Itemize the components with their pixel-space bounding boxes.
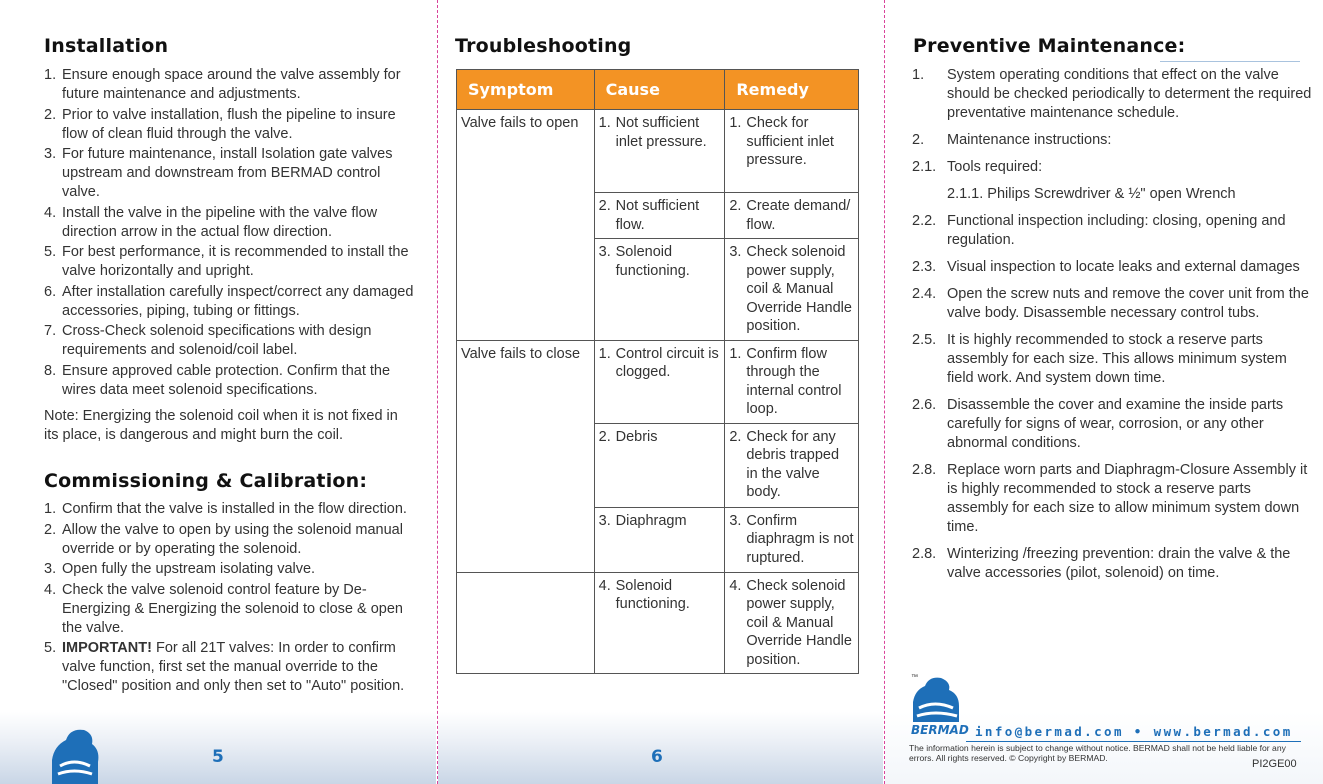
remedy-cell: 2. Create demand/ flow. [725, 193, 859, 239]
list-item: 2.8. Winterizing /freezing prevention: drain the valve & the valve accessories (pilot, solenoid) on time. [912, 546, 1291, 581]
list-item: 4. Check the valve solenoid control feature by De-Energizing & Energizing the solenoid to close & open the valve. [44, 581, 403, 636]
cause-cell: 3. Solenoid functioning. [594, 239, 725, 341]
list-item: 8. Ensure approved cable protection. Confirm that the wires data meet solenoid specifications. [44, 362, 391, 398]
list-item: 2. Maintenance instructions: [912, 132, 1112, 148]
maintenance-title-underline [1160, 61, 1300, 62]
commissioning-title: Commissioning & Calibration: [44, 470, 368, 492]
header-symptom: Symptom [457, 70, 595, 110]
page-divider-right [884, 0, 885, 784]
list-item: 1. System operating conditions that effect on the valve should be checked periodically to determent the required preventative maintenance schedule. [912, 67, 1312, 121]
header-cause: Cause [594, 70, 725, 110]
list-item: 2.3. Visual inspection to locate leaks and external damages [912, 259, 1300, 275]
cause-cell: 1. Control circuit is clogged. [594, 340, 725, 423]
cause-cell: 1. Not sufficient inlet pressure. [594, 110, 725, 193]
brand-name: BERMAD [911, 723, 969, 737]
symptom-cell: Valve fails to close [457, 340, 595, 572]
remedy-cell: 4. Check solenoid power supply, coil & Manual Override Handle position. [725, 572, 859, 674]
list-item: 4. Install the valve in the pipeline with the valve flow direction arrow in the actual flow direction. [44, 204, 378, 240]
contact-underline [966, 741, 1301, 742]
remedy-cell: 3. Check solenoid power supply, coil & Manual Override Handle position. [725, 239, 859, 341]
list-item: 2. Allow the valve to open by using the solenoid manual override or by operating the solenoid. [44, 521, 403, 557]
commissioning-list [44, 500, 422, 698]
installation-title: Installation [44, 35, 169, 57]
list-item: 2.2. Functional inspection including: closing, opening and regulation. [912, 213, 1286, 248]
list-item: 2.1. Tools required: [912, 159, 1043, 175]
list-item: 5. For best performance, it is recommended to install the valve horizontally and upright. [44, 244, 409, 279]
table-header-row [457, 70, 859, 110]
symptom-cell [457, 572, 595, 674]
disclaimer-text: The information herein is subject to change without notice. BERMAD shall not be held liable for any errors. All rights reserved. © Copyright by BERMAD. [909, 743, 1286, 763]
bermad-logo-icon [911, 676, 963, 722]
list-item: 2.5. It is highly recommended to stock a reserve parts assembly for each size. This allows minimum system field work. And system down time. [912, 332, 1287, 386]
cause-cell: 2. Debris [594, 423, 725, 507]
troubleshooting-title: Troubleshooting [455, 35, 632, 57]
cause-cell: 3. Diaphragm [594, 507, 725, 572]
cause-cell: 2. Not sufficient flow. [594, 193, 725, 239]
list-item: 2.8. Replace worn parts and Diaphragm-Closure Assembly it is highly recommended to stock a reserve parts assembly for each size to allow minimum system down time. [912, 462, 1308, 535]
bermad-logo-icon [46, 726, 102, 784]
page-number-left: 5 [212, 747, 224, 767]
remedy-cell: 1. Confirm flow through the internal control loop. [725, 340, 859, 423]
document-code: PI2GE00 [1252, 758, 1297, 770]
list-item: 3. For future maintenance, install Isolation gate valves upstream and downstream from BERMAD control valve. [44, 146, 393, 200]
important-label: IMPORTANT! [62, 640, 152, 656]
installation-note: Note: Energizing the solenoid coil when it is not fixed in its place, is dangerous and might burn the coil. [44, 408, 398, 443]
table-row [457, 110, 859, 193]
list-item: 2.1.1. Philips Screwdriver & ½" open Wrench [947, 186, 1236, 202]
page-number-middle: 6 [651, 747, 663, 767]
troubleshooting-table [456, 69, 859, 674]
trademark-symbol: ™ [911, 674, 918, 681]
cause-cell: 4. Solenoid functioning. [594, 572, 725, 674]
list-item: 6. After installation carefully inspect/correct any damaged accessories, piping, tubing or fittings. [44, 283, 414, 319]
remedy-cell: 3. Confirm diaphragm is not ruptured. [725, 507, 859, 572]
list-item: 7. Cross-Check solenoid specifications with design requirements and solenoid/coil label. [44, 323, 372, 358]
list-item: 1. Confirm that the valve is installed in the flow direction. [44, 501, 407, 517]
maintenance-title: Preventive Maintenance: [913, 35, 1186, 57]
list-item: 5. IMPORTANT! For all 21T valves: In order to confirm valve function, first set the manual override to the "Closed" position and only then set to "Auto" position. [44, 640, 405, 694]
remedy-cell: 2. Check for any debris trapped in the valve body. [725, 423, 859, 507]
list-item: 3. Open fully the upstream isolating valve. [44, 561, 316, 577]
symptom-cell: Valve fails to open [457, 110, 595, 341]
table-row [457, 572, 859, 674]
installation-list [44, 66, 422, 401]
contact-info: info@bermad.com • www.bermad.com [975, 724, 1293, 739]
list-item: 2.6. Disassemble the cover and examine the inside parts carefully for signs of wear, corrosion, or any other abnormal conditions. [912, 397, 1284, 451]
table-row [457, 340, 859, 423]
list-item: 1. Ensure enough space around the valve assembly for future maintenance and adjustments. [44, 67, 401, 102]
list-item: 2.4. Open the screw nuts and remove the cover unit from the valve body. Disassemble necessary control tubs. [912, 286, 1309, 321]
page-divider-left [437, 0, 438, 784]
remedy-cell: 1. Check for sufficient inlet pressure. [725, 110, 859, 193]
list-item: 2. Prior to valve installation, flush the pipeline to insure flow of clean fluid through the valve. [44, 106, 396, 142]
header-remedy: Remedy [725, 70, 859, 110]
maintenance-list [912, 66, 1312, 583]
